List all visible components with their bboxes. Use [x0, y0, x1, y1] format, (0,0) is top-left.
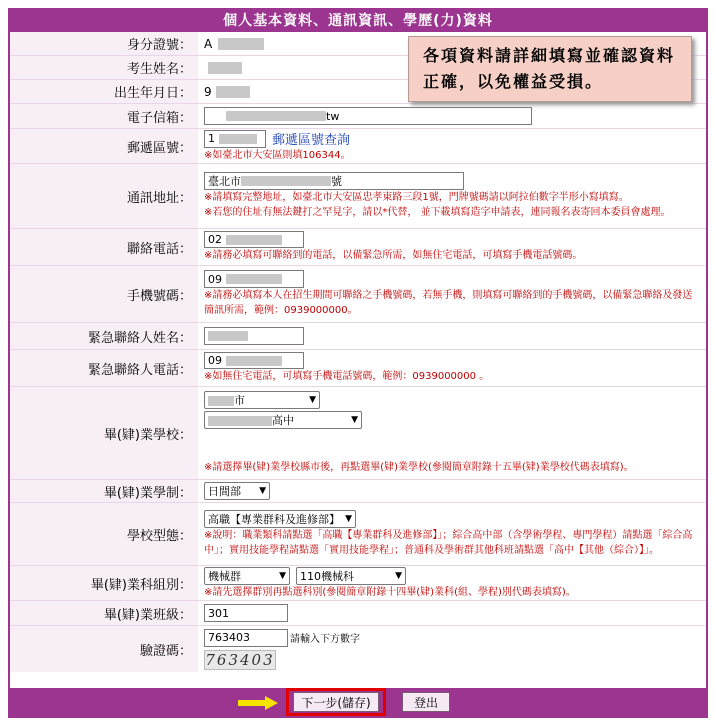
chevron-down-icon: ▼: [395, 570, 402, 581]
department-group-select[interactable]: [204, 567, 290, 585]
chevron-down-icon: ▼: [279, 570, 286, 581]
address-suffix: 號: [331, 175, 342, 188]
id-number-value: A: [204, 36, 213, 51]
row-department: [10, 566, 706, 601]
school-city-value: 市: [234, 394, 245, 407]
class-label: 畢(肄)業班級：: [10, 601, 198, 625]
address-note-1: ※請填寫完整地址，如臺北市大安區忠孝東路三段1號，門牌號碼請以阿拉伯數字半形小寫填寫。: [204, 192, 629, 203]
chevron-down-icon: ▼: [345, 514, 352, 524]
postal-value: 1: [208, 132, 215, 145]
name-label: 考生姓名：: [10, 56, 198, 79]
page-title: 個人基本資料、通訊資訊、學歷(力)資料: [10, 10, 706, 32]
mobile-input[interactable]: [204, 270, 304, 288]
emergency-phone-note: ※如無住宅電話，可填寫手機電話號碼，範例：0939000000 。: [204, 371, 490, 382]
department-note: ※請先選擇群別再點選科別(參閱簡章附錄十四畢(肄)業科(組、學程)別代碼表填寫)。: [204, 586, 576, 598]
email-label: 電子信箱：: [10, 104, 198, 128]
redaction: [216, 86, 250, 98]
form-frame: [8, 8, 708, 718]
captcha-value: 763403: [208, 631, 250, 644]
chevron-down-icon: ▼: [309, 395, 316, 405]
captcha-input[interactable]: [204, 629, 288, 647]
row-system: [10, 480, 706, 503]
phone-note: ※請務必填寫可聯絡到的電話，以備緊急所需，如無住宅電話，可填寫手機電話號碼。: [204, 250, 583, 261]
emergency-name-label: 緊急聯絡人姓名：: [10, 323, 198, 349]
row-class: [10, 601, 706, 626]
department-select[interactable]: [296, 567, 406, 585]
captcha-label: 驗證碼：: [10, 626, 198, 672]
school-name-value: 高中: [272, 413, 294, 427]
redaction: [218, 38, 264, 50]
class-input[interactable]: [204, 604, 288, 622]
email-input[interactable]: [204, 107, 532, 125]
redaction: [208, 62, 242, 74]
next-save-button[interactable]: 下一步(儲存): [293, 692, 379, 712]
chevron-down-icon: ▼: [351, 414, 358, 425]
captcha-image: 763403: [205, 650, 275, 669]
school-type-value: 高職【專業群科及進修部】: [208, 513, 340, 526]
postal-input[interactable]: [204, 130, 266, 148]
birth-label: 出生年月日：: [10, 80, 198, 103]
row-phone: [10, 229, 706, 266]
redaction: [241, 176, 331, 186]
row-mobile: [10, 266, 706, 323]
emergency-phone-value: 09: [208, 354, 222, 367]
mobile-note: ※請務必填寫本人在招生期間可聯絡之手機號碼，若無手機，則填寫可聯絡到的手機號碼，以備緊急聯絡及發送簡訊所需，範例：0939000000。: [204, 290, 693, 316]
mobile-label: 手機號碼：: [10, 266, 198, 322]
postal-lookup-link[interactable]: 郵遞區號查詢: [272, 133, 351, 148]
address-input[interactable]: [204, 172, 464, 190]
phone-value: 02: [208, 233, 222, 246]
address-note-2: ※若您的住址有無法鍵打之罕見字，請以*代替， 並下載填寫造字申請表，連同報名表寄回本委員會處理。: [204, 207, 671, 218]
redaction: [226, 274, 282, 284]
department-label: 畢(肄)業科組別：: [10, 566, 198, 600]
postal-label: 郵遞區號：: [10, 129, 198, 163]
logout-button[interactable]: 登出: [402, 692, 450, 712]
mobile-value: 09: [208, 272, 222, 286]
department-group-value: 機械群: [208, 569, 241, 583]
redaction: [226, 235, 282, 245]
notice-box: 各項資料請詳細填寫並確認資料正確，以免權益受損。: [408, 36, 692, 102]
email-value: tw: [326, 109, 340, 123]
school-name-select[interactable]: [204, 411, 362, 429]
row-captcha: [10, 626, 706, 672]
school-type-select[interactable]: [204, 510, 356, 528]
department-value: 110機械科: [300, 569, 354, 583]
chevron-down-icon: ▼: [259, 486, 266, 496]
redaction: [208, 416, 272, 426]
redaction: [226, 356, 282, 366]
system-value: 日間部: [208, 485, 241, 498]
birth-value: 9: [204, 84, 212, 99]
school-label: 畢(肄)業學校：: [10, 387, 198, 479]
emergency-phone-input[interactable]: [204, 352, 304, 369]
school-city-select[interactable]: [204, 391, 320, 409]
postal-note: ※如臺北市大安區則填106344。: [204, 150, 351, 161]
row-emergency-name: [10, 323, 706, 350]
captcha-hint: 請輸入下方數字: [290, 634, 360, 645]
footer-bar: [10, 688, 706, 716]
arrow-right-icon: [238, 696, 278, 710]
row-address: [10, 164, 706, 229]
school-type-note: ※說明：職業類科請點選「高職【專業群科及進修部】」；綜合高中部（含學術學程、專門學程）請點選「綜合高中」；實用技能學程請點選「實用技能學程」；普通科及學術群其他科班請點選「高中【其他（綜合）】」。: [204, 530, 693, 556]
emergency-name-input[interactable]: [204, 327, 304, 345]
phone-label: 聯絡電話：: [10, 229, 198, 265]
row-postal: [10, 129, 706, 164]
emergency-phone-label: 緊急聯絡人電話：: [10, 350, 198, 386]
redaction: [219, 134, 257, 144]
system-select[interactable]: [204, 482, 270, 500]
id-number-label: 身分證號：: [10, 32, 198, 55]
redaction: [226, 111, 326, 121]
school-type-label: 學校型態：: [10, 503, 198, 565]
row-school-type: [10, 503, 706, 566]
phone-input[interactable]: [204, 231, 304, 248]
redaction: [208, 331, 248, 341]
row-school: [10, 387, 706, 480]
address-label: 通訊地址：: [10, 164, 198, 228]
redaction: [208, 396, 234, 406]
address-prefix: 臺北市: [208, 175, 241, 188]
row-emergency-phone: [10, 350, 706, 387]
class-value: 301: [208, 606, 229, 620]
school-note: ※請選擇畢(肄)業學校縣市後，再點選畢(肄)業學校(參閱簡章附錄十五畢(肄)業學校代碼表填寫)。: [204, 462, 634, 473]
system-label: 畢(肄)業學制：: [10, 480, 198, 502]
row-email: [10, 104, 706, 129]
